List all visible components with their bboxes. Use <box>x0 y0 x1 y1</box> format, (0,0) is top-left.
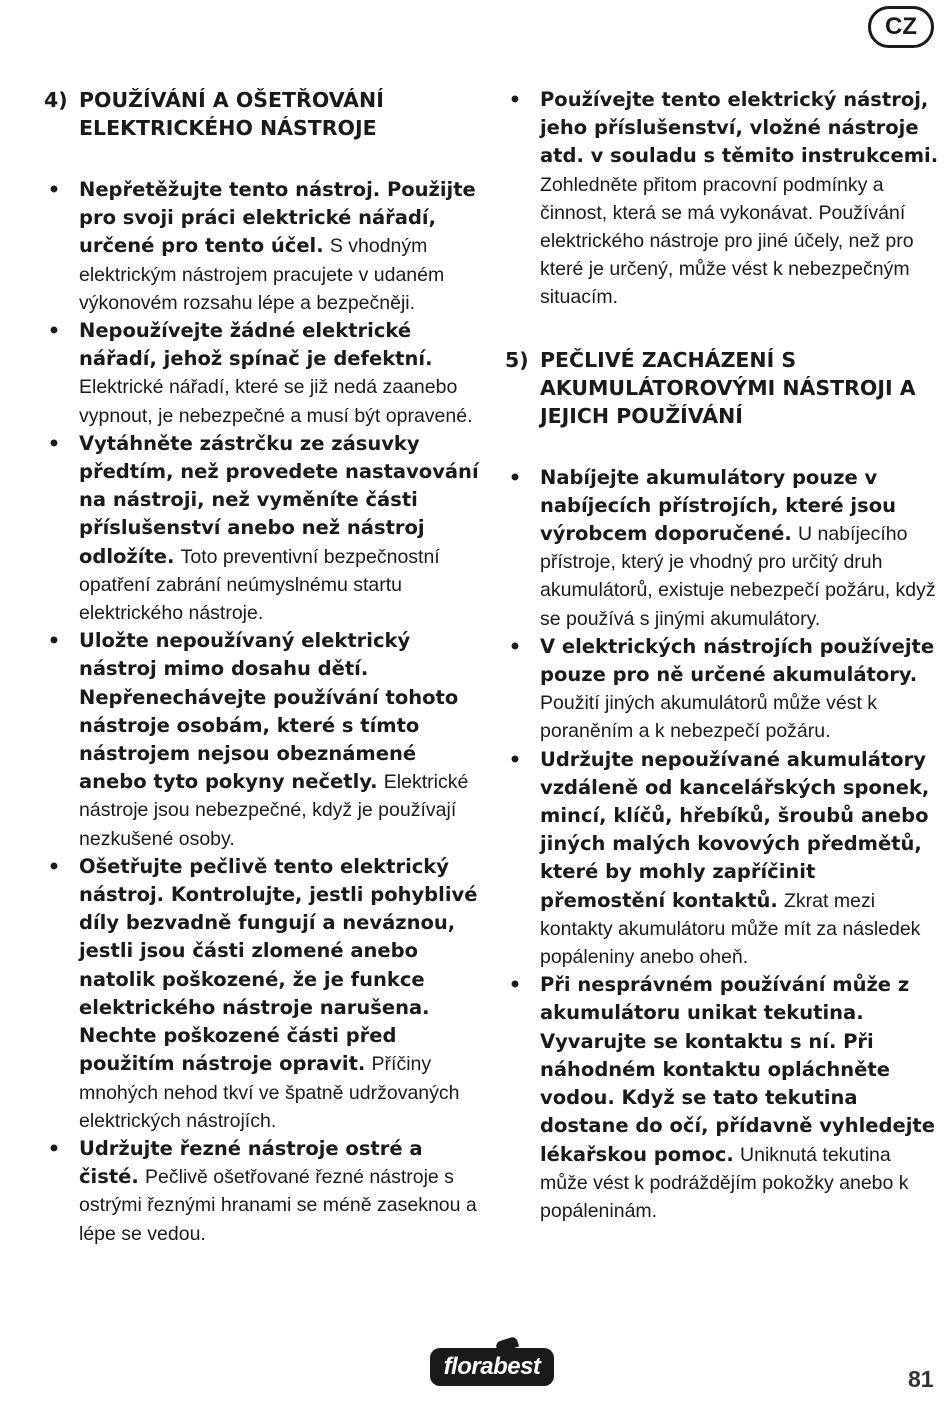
bullet-icon: • <box>47 319 61 343</box>
florabest-logo <box>430 1348 554 1386</box>
item-body-text: Uniknutá tekutina může vést k podráždějím pokožky anebo k popáleninám. <box>540 1143 909 1222</box>
item-body-text: Elektrické nářadí, které se již nedá zaanebo vypnout, je nebezpečné a musí být opravené. <box>79 376 473 427</box>
item-bold-text: Vytáhněte zástrčku ze zásuvky předtím, než provedete nastavování na nástroji, než vyměníte části příslušenství anebo než nástroj odložíte. <box>79 431 479 568</box>
bullet-icon: • <box>47 431 61 455</box>
left-bullet-list <box>44 176 482 1248</box>
item-body-text: S vhodným elektrickým nástrojem pracujete v udaném výkonovém rozsahu lépe a bezpečněji. <box>79 235 445 314</box>
item-bold-text: Nepoužívejte žádné elektrické nářadí, jehož spínač je defektní. <box>79 319 433 371</box>
bullet-icon: • <box>508 88 522 111</box>
logo-text: florabest <box>443 1353 541 1380</box>
bullet-icon: • <box>47 1136 61 1160</box>
bullet-icon: • <box>47 178 61 201</box>
item-bold-text: Nepřetěžujte tento nástroj. Použijte pro svoji práci elektrické nářadí, určené pro tento účel. <box>79 178 476 258</box>
item-body-text: Použití jiných akumulátorů může vést k poraněním a k nebezpečí požáru. <box>540 692 878 743</box>
list-item <box>44 430 482 627</box>
bullet-icon: • <box>508 973 522 997</box>
section-number: 5) <box>505 347 529 372</box>
item-body-text: Pečlivě ošetřované řezné nástroje s ostrými řeznými hranami se méně zaseknou a lépe se vedou. <box>79 1166 477 1245</box>
item-bold-text: Nabíjejte akumulátory pouze v nabíjecích přístrojích, které jsou výrobcem doporučené. <box>540 465 896 546</box>
right-bullet-list <box>505 464 943 1225</box>
list-item <box>44 317 482 430</box>
list-item <box>505 464 943 633</box>
page-number: 81 <box>908 1366 934 1392</box>
item-body-text: Příčiny mnohých nehod tkví ve špatně udržovaných elektrických nástrojích. <box>79 1053 460 1132</box>
bullet-icon: • <box>47 629 61 653</box>
item-bold-text: Uložte nepoužívaný elektrický nástroj mimo dosahu dětí. Nepřenechávejte používání tohoto nástroje osobám, které s tímto nástrojem nejsou obeznámené anebo tyto pokyny nečetly. <box>79 629 459 794</box>
item-body-text: Elektrické nástroje jsou nebezpečné, když je používají nezkušené osoby. <box>79 771 469 850</box>
leaf-icon <box>495 1336 519 1353</box>
bullet-icon: • <box>508 465 522 489</box>
right-top-bullet-list <box>505 86 943 312</box>
right-column <box>505 86 943 1225</box>
list-item <box>505 86 943 312</box>
bullet-icon: • <box>508 634 522 658</box>
item-bold-text: Ošetřujte pečlivě tento elektrický nástroj. Kontrolujte, jestli pohyblivé díly bezvadně fungují a neváznou, jestli jsou části zlomené anebo natolik poškozené, že je funkce elektrického nástroje narušena. Nechte poškozené části před použitím nástroje opravit. <box>79 854 478 1076</box>
item-bold-text: Udržujte nepoužívané akumulátory vzdáleně od kancelářských sponek, mincí, klíčů, hřebíků, šroubů anebo jiných malých kovových předmětů, které by mohly zapříčinit přemostění kontaktů. <box>540 747 930 912</box>
section-title: PEČLIVÉ ZACHÁZENÍ S AKUMULÁTOROVÝMI NÁSTROJI A JEJICH POUŽÍVÁNÍ <box>540 347 916 428</box>
item-body-text: Zohledněte přitom pracovní podmínky a činnost, která se má vykonávat. Používání elektrického nástroje pro jiné účely, než pro které je určený, může vést k nebezpečným situacím. <box>540 173 914 309</box>
list-item <box>44 176 482 317</box>
section-title: POUŽÍVÁNÍ A OŠETŘOVÁNÍ ELEKTRICKÉHO NÁSTROJE <box>79 88 384 140</box>
bullet-icon: • <box>508 747 522 771</box>
item-body-text: Zkrat mezi kontakty akumulátoru může mít za následek popáleniny anebo oheň. <box>540 889 921 969</box>
list-item <box>44 853 482 1135</box>
item-bold-text: Při nesprávném používání může z akumulátoru unikat tekutina. Vyvarujte se kontaktu s ní. Při náhodném kontaktu opláchněte vodou. Když se tato tekutina dostane do očí, přídavně vyhledejte lékařskou pomoc. <box>540 973 935 1166</box>
section-5-heading <box>505 346 943 430</box>
list-item <box>505 746 943 972</box>
item-bold-text: V elektrických nástrojích používejte pouze pro ně určené akumulátory. <box>540 634 935 687</box>
list-item <box>505 971 943 1225</box>
left-column <box>44 86 482 1248</box>
list-item <box>505 633 943 746</box>
item-body-text: U nabíjecího přístroje, který je vhodný pro určitý druh akumulátorů, existuje nebezpečí požáru, když se používá s jinými akumulátory. <box>540 523 936 630</box>
section-number: 4) <box>44 88 68 112</box>
item-bold-text: Používejte tento elektrický nástroj, jeho příslušenství, vložné nástroje atd. v souladu s těmito instrukcemi. <box>540 88 939 168</box>
language-badge: CZ <box>868 6 934 48</box>
item-bold-text: Udržujte řezné nástroje ostré a čisté. <box>79 1136 423 1189</box>
list-item <box>44 627 482 853</box>
item-body-text: Toto preventivní bezpečnostní opatření zabrání neúmyslnému startu elektrického nástroje. <box>79 545 440 625</box>
bullet-icon: • <box>47 854 61 878</box>
list-item <box>44 1135 482 1248</box>
section-4-heading <box>44 86 482 142</box>
